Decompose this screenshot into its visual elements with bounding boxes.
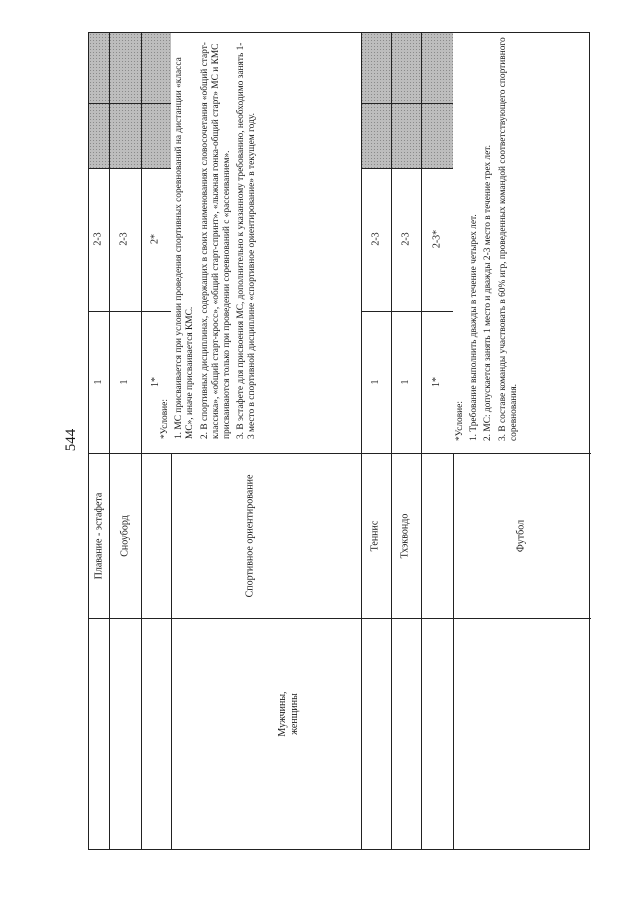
discipline-cell: Тхэквондо [399,513,411,559]
note-item: 3. В эстафете для присвоения МС, дополнительно к указанному требованию, необходимо занять 1-3 место в спортивной дисциплине «спортивное ориентирование» в текущем году. [236,42,258,439]
norms-table [88,32,590,850]
page-number: 544 [63,428,79,452]
ms-value: 1 [119,379,130,385]
note-title: *Условие: [455,401,465,441]
ms-value: 1 [93,379,104,385]
shaded-cell [361,33,391,103]
note-item: 2. В спортивных дисциплинах, содержащих в своих наименованиях словосочетания «общий старт-классика», «общий старт-кросс», «общий старт-спринт», «лыжная гонка-общий старт» МС и КМС присваиваются только при проведении соревнований с «рассеиванием». [199,42,233,439]
discipline-cell: Спортивное ориентирование [244,474,256,598]
ms-value: 1* [431,377,442,387]
note-item: 3. В составе команды участвовать в 60% игр, проведенных командой соответствующего спортивного соревнования. [497,37,519,441]
shaded-cell [109,103,141,168]
discipline-cell: Сноуборд [119,515,131,557]
kms-value: 2-3* [431,229,443,249]
shaded-cell [391,103,421,168]
shaded-cell [421,33,453,103]
note-title: *Условие: [160,399,170,439]
shaded-cell [421,103,453,168]
category-cell: Мужчины, женщины [277,691,300,737]
ms-value: 1 [400,379,411,385]
kms-value: 2* [149,234,161,244]
shaded-cell [391,33,421,103]
discipline-cell: Футбол [515,519,527,553]
ms-value: 1 [370,379,381,385]
ms-value: 1* [150,377,161,387]
kms-value: 2-3 [92,232,104,246]
kms-value: 2-3 [370,232,382,246]
shaded-cell [89,103,109,168]
shaded-cell [109,33,141,103]
discipline-cell: Плавание - эстафета [93,492,105,580]
shaded-cell [89,33,109,103]
football-condition-note [455,37,585,441]
discipline-cell: Теннис [369,520,381,552]
orienteering-condition-note [160,39,342,439]
kms-value: 2-3 [400,232,412,246]
note-item: 1. Требование выполнить дважды в течение четырех лет. [469,214,480,441]
kms-value: 2-3 [118,232,130,246]
shaded-cell [361,103,391,168]
note-item: 2. МС: допускается занять 1 место и дважды 2-3 место в течение трех лет. [483,144,494,441]
note-item: 1. МС присваивается при условии проведения спортивных соревнований на дистанции «класса МС», иначе присваивается КМС. [174,57,196,439]
